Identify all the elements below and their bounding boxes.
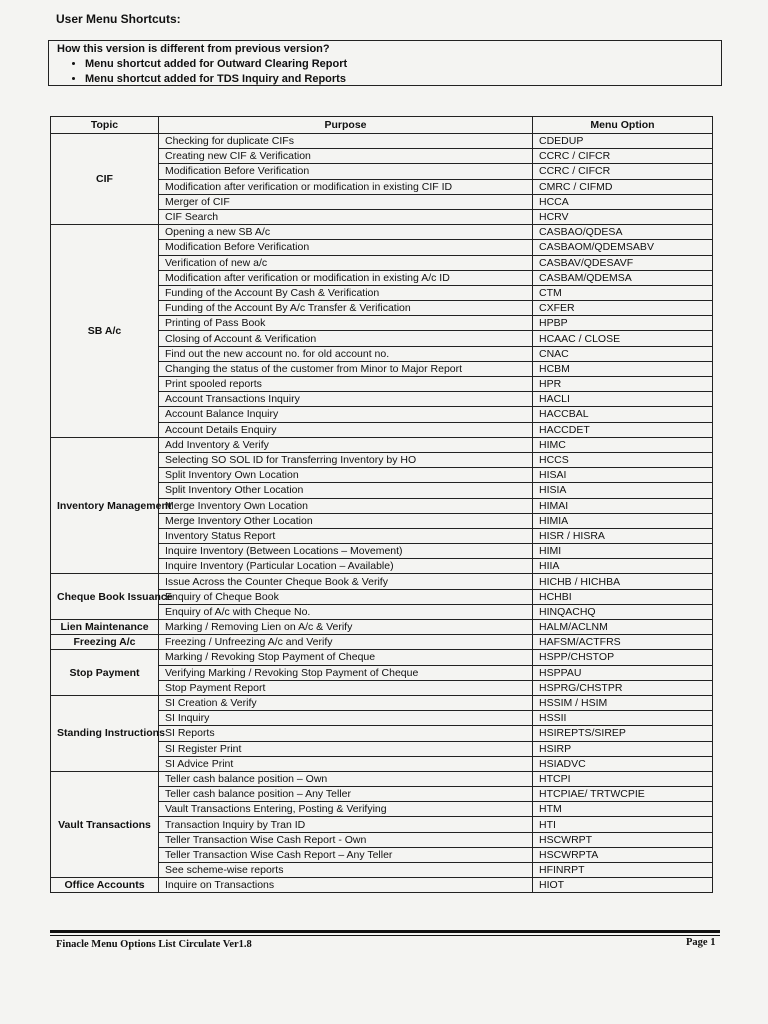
topic-cell: Inventory Management	[51, 437, 159, 574]
page-title: User Menu Shortcuts:	[56, 12, 181, 26]
menu-option-cell: CNAC	[533, 346, 713, 361]
menu-option-cell: HPBP	[533, 316, 713, 331]
menu-option-cell: HACCBAL	[533, 407, 713, 422]
menu-option-cell: HACCDET	[533, 422, 713, 437]
purpose-cell: SI Reports	[159, 726, 533, 741]
menu-option-cell: HTM	[533, 802, 713, 817]
version-changes-box	[48, 40, 722, 86]
menu-option-cell: HSPP/CHSTOP	[533, 650, 713, 665]
purpose-cell: Modification after verification or modification in existing A/c ID	[159, 270, 533, 285]
menu-option-cell: HCAAC / CLOSE	[533, 331, 713, 346]
menu-option-cell: CCRC / CIFCR	[533, 164, 713, 179]
topic-cell: Cheque Book Issuance	[51, 574, 159, 620]
purpose-cell: Split Inventory Own Location	[159, 468, 533, 483]
purpose-cell: Teller Transaction Wise Cash Report - Own	[159, 832, 533, 847]
menu-option-cell: HCCS	[533, 452, 713, 467]
purpose-cell: Closing of Account & Verification	[159, 331, 533, 346]
footer-rule-thin	[50, 935, 720, 936]
table-row	[51, 878, 713, 893]
menu-option-cell: HCHBI	[533, 589, 713, 604]
header-topic: Topic	[51, 117, 159, 134]
menu-option-cell: HFINRPT	[533, 863, 713, 878]
table-row	[51, 134, 713, 149]
purpose-cell: Merge Inventory Own Location	[159, 498, 533, 513]
menu-option-cell: HSSII	[533, 711, 713, 726]
footer-document-name: Finacle Menu Options List Circulate Ver1.8	[56, 939, 252, 950]
menu-option-cell: CASBAOM/QDEMSABV	[533, 240, 713, 255]
table-row	[51, 650, 713, 665]
menu-option-cell: HAFSM/ACTFRS	[533, 635, 713, 650]
menu-option-cell: HSPRG/CHSTPR	[533, 680, 713, 695]
menu-option-cell: HIMAI	[533, 498, 713, 513]
menu-option-cell: HTCPI	[533, 771, 713, 786]
menu-option-cell: HISR / HISRA	[533, 528, 713, 543]
table-row	[51, 574, 713, 589]
purpose-cell: Find out the new account no. for old account no.	[159, 346, 533, 361]
menu-option-cell: HCCA	[533, 194, 713, 209]
topic-cell: Standing Instructions	[51, 695, 159, 771]
table-row	[51, 620, 713, 635]
menu-option-cell: HSPPAU	[533, 665, 713, 680]
purpose-cell: Transaction Inquiry by Tran ID	[159, 817, 533, 832]
purpose-cell: SI Advice Print	[159, 756, 533, 771]
version-change-item: • Menu shortcut added for TDS Inquiry and Reports	[85, 72, 713, 87]
menu-shortcuts-table	[50, 116, 713, 893]
purpose-cell: Marking / Removing Lien on A/c & Verify	[159, 620, 533, 635]
menu-option-cell: HSCWRPT	[533, 832, 713, 847]
purpose-cell: SI Register Print	[159, 741, 533, 756]
purpose-cell: Creating new CIF & Verification	[159, 149, 533, 164]
purpose-cell: Changing the status of the customer from Minor to Major Report	[159, 361, 533, 376]
menu-option-cell: CTM	[533, 285, 713, 300]
table-row	[51, 225, 713, 240]
header-purpose: Purpose	[159, 117, 533, 134]
menu-option-cell: HSCWRPTA	[533, 847, 713, 862]
menu-option-cell: CMRC / CIFMD	[533, 179, 713, 194]
purpose-cell: Selecting SO SOL ID for Transferring Inventory by HO	[159, 452, 533, 467]
version-change-item: • Menu shortcut added for Outward Clearing Report	[85, 57, 713, 72]
purpose-cell: Teller cash balance position – Own	[159, 771, 533, 786]
footer-page-number: Page 1	[686, 937, 716, 948]
menu-option-cell: HSIREPTS/SIREP	[533, 726, 713, 741]
topic-cell: Office Accounts	[51, 878, 159, 893]
purpose-cell: Account Details Enquiry	[159, 422, 533, 437]
menu-option-cell: CASBAO/QDESA	[533, 225, 713, 240]
purpose-cell: Funding of the Account By A/c Transfer & Verification	[159, 301, 533, 316]
table-row	[51, 771, 713, 786]
purpose-cell: Opening a new SB A/c	[159, 225, 533, 240]
topic-cell: Vault Transactions	[51, 771, 159, 877]
menu-option-cell: HSIRP	[533, 741, 713, 756]
purpose-cell: Merge Inventory Other Location	[159, 513, 533, 528]
purpose-cell: SI Creation & Verify	[159, 695, 533, 710]
menu-option-cell: HINQACHQ	[533, 604, 713, 619]
menu-option-cell: HISIA	[533, 483, 713, 498]
purpose-cell: SI Inquiry	[159, 711, 533, 726]
purpose-cell: Account Transactions Inquiry	[159, 392, 533, 407]
table-row	[51, 635, 713, 650]
menu-option-cell: CXFER	[533, 301, 713, 316]
purpose-cell: Modification Before Verification	[159, 164, 533, 179]
table-header-row	[51, 117, 713, 134]
menu-option-cell: HIMIA	[533, 513, 713, 528]
purpose-cell: Funding of the Account By Cash & Verification	[159, 285, 533, 300]
purpose-cell: Freezing / Unfreezing A/c and Verify	[159, 635, 533, 650]
purpose-cell: Enquiry of A/c with Cheque No.	[159, 604, 533, 619]
version-changes-list	[57, 57, 713, 87]
menu-option-cell: HALM/ACLNM	[533, 620, 713, 635]
table-row	[51, 437, 713, 452]
topic-cell: Stop Payment	[51, 650, 159, 696]
purpose-cell: Teller Transaction Wise Cash Report – Any Teller	[159, 847, 533, 862]
purpose-cell: Print spooled reports	[159, 377, 533, 392]
menu-option-cell: CASBAM/QDEMSA	[533, 270, 713, 285]
purpose-cell: Marking / Revoking Stop Payment of Cheque	[159, 650, 533, 665]
purpose-cell: See scheme-wise reports	[159, 863, 533, 878]
menu-option-cell: HISAI	[533, 468, 713, 483]
menu-option-cell: HTCPIAE/ TRTWCPIE	[533, 787, 713, 802]
purpose-cell: CIF Search	[159, 209, 533, 224]
table-body	[51, 134, 713, 893]
menu-option-cell: HCRV	[533, 209, 713, 224]
version-changes-question: How this version is different from previous version?	[57, 43, 330, 55]
purpose-cell: Inquire Inventory (Between Locations – Movement)	[159, 544, 533, 559]
topic-cell: SB A/c	[51, 225, 159, 438]
purpose-cell: Modification Before Verification	[159, 240, 533, 255]
purpose-cell: Split Inventory Other Location	[159, 483, 533, 498]
purpose-cell: Inquire Inventory (Particular Location – Available)	[159, 559, 533, 574]
menu-option-cell: HIMC	[533, 437, 713, 452]
topic-cell: Freezing A/c	[51, 635, 159, 650]
purpose-cell: Vault Transactions Entering, Posting & Verifying	[159, 802, 533, 817]
menu-option-cell: HPR	[533, 377, 713, 392]
menu-option-cell: HACLI	[533, 392, 713, 407]
topic-cell: CIF	[51, 134, 159, 225]
purpose-cell: Modification after verification or modification in existing CIF ID	[159, 179, 533, 194]
purpose-cell: Account Balance Inquiry	[159, 407, 533, 422]
purpose-cell: Add Inventory & Verify	[159, 437, 533, 452]
purpose-cell: Inventory Status Report	[159, 528, 533, 543]
purpose-cell: Checking for duplicate CIFs	[159, 134, 533, 149]
purpose-cell: Verifying Marking / Revoking Stop Payment of Cheque	[159, 665, 533, 680]
menu-option-cell: HCBM	[533, 361, 713, 376]
menu-option-cell: HIMI	[533, 544, 713, 559]
menu-option-cell: HIOT	[533, 878, 713, 893]
purpose-cell: Verification of new a/c	[159, 255, 533, 270]
menu-option-cell: HSIADVC	[533, 756, 713, 771]
table-row	[51, 695, 713, 710]
footer-rule-thick	[50, 930, 720, 933]
header-menu-option: Menu Option	[533, 117, 713, 134]
menu-option-cell: HIIA	[533, 559, 713, 574]
menu-option-cell: HTI	[533, 817, 713, 832]
menu-option-cell: HICHB / HICHBA	[533, 574, 713, 589]
topic-cell: Lien Maintenance	[51, 620, 159, 635]
menu-option-cell: CASBAV/QDESAVF	[533, 255, 713, 270]
menu-option-cell: CDEDUP	[533, 134, 713, 149]
purpose-cell: Printing of Pass Book	[159, 316, 533, 331]
purpose-cell: Issue Across the Counter Cheque Book & Verify	[159, 574, 533, 589]
purpose-cell: Inquire on Transactions	[159, 878, 533, 893]
purpose-cell: Merger of CIF	[159, 194, 533, 209]
menu-option-cell: CCRC / CIFCR	[533, 149, 713, 164]
purpose-cell: Teller cash balance position – Any Teller	[159, 787, 533, 802]
menu-option-cell: HSSIM / HSIM	[533, 695, 713, 710]
purpose-cell: Stop Payment Report	[159, 680, 533, 695]
purpose-cell: Enquiry of Cheque Book	[159, 589, 533, 604]
